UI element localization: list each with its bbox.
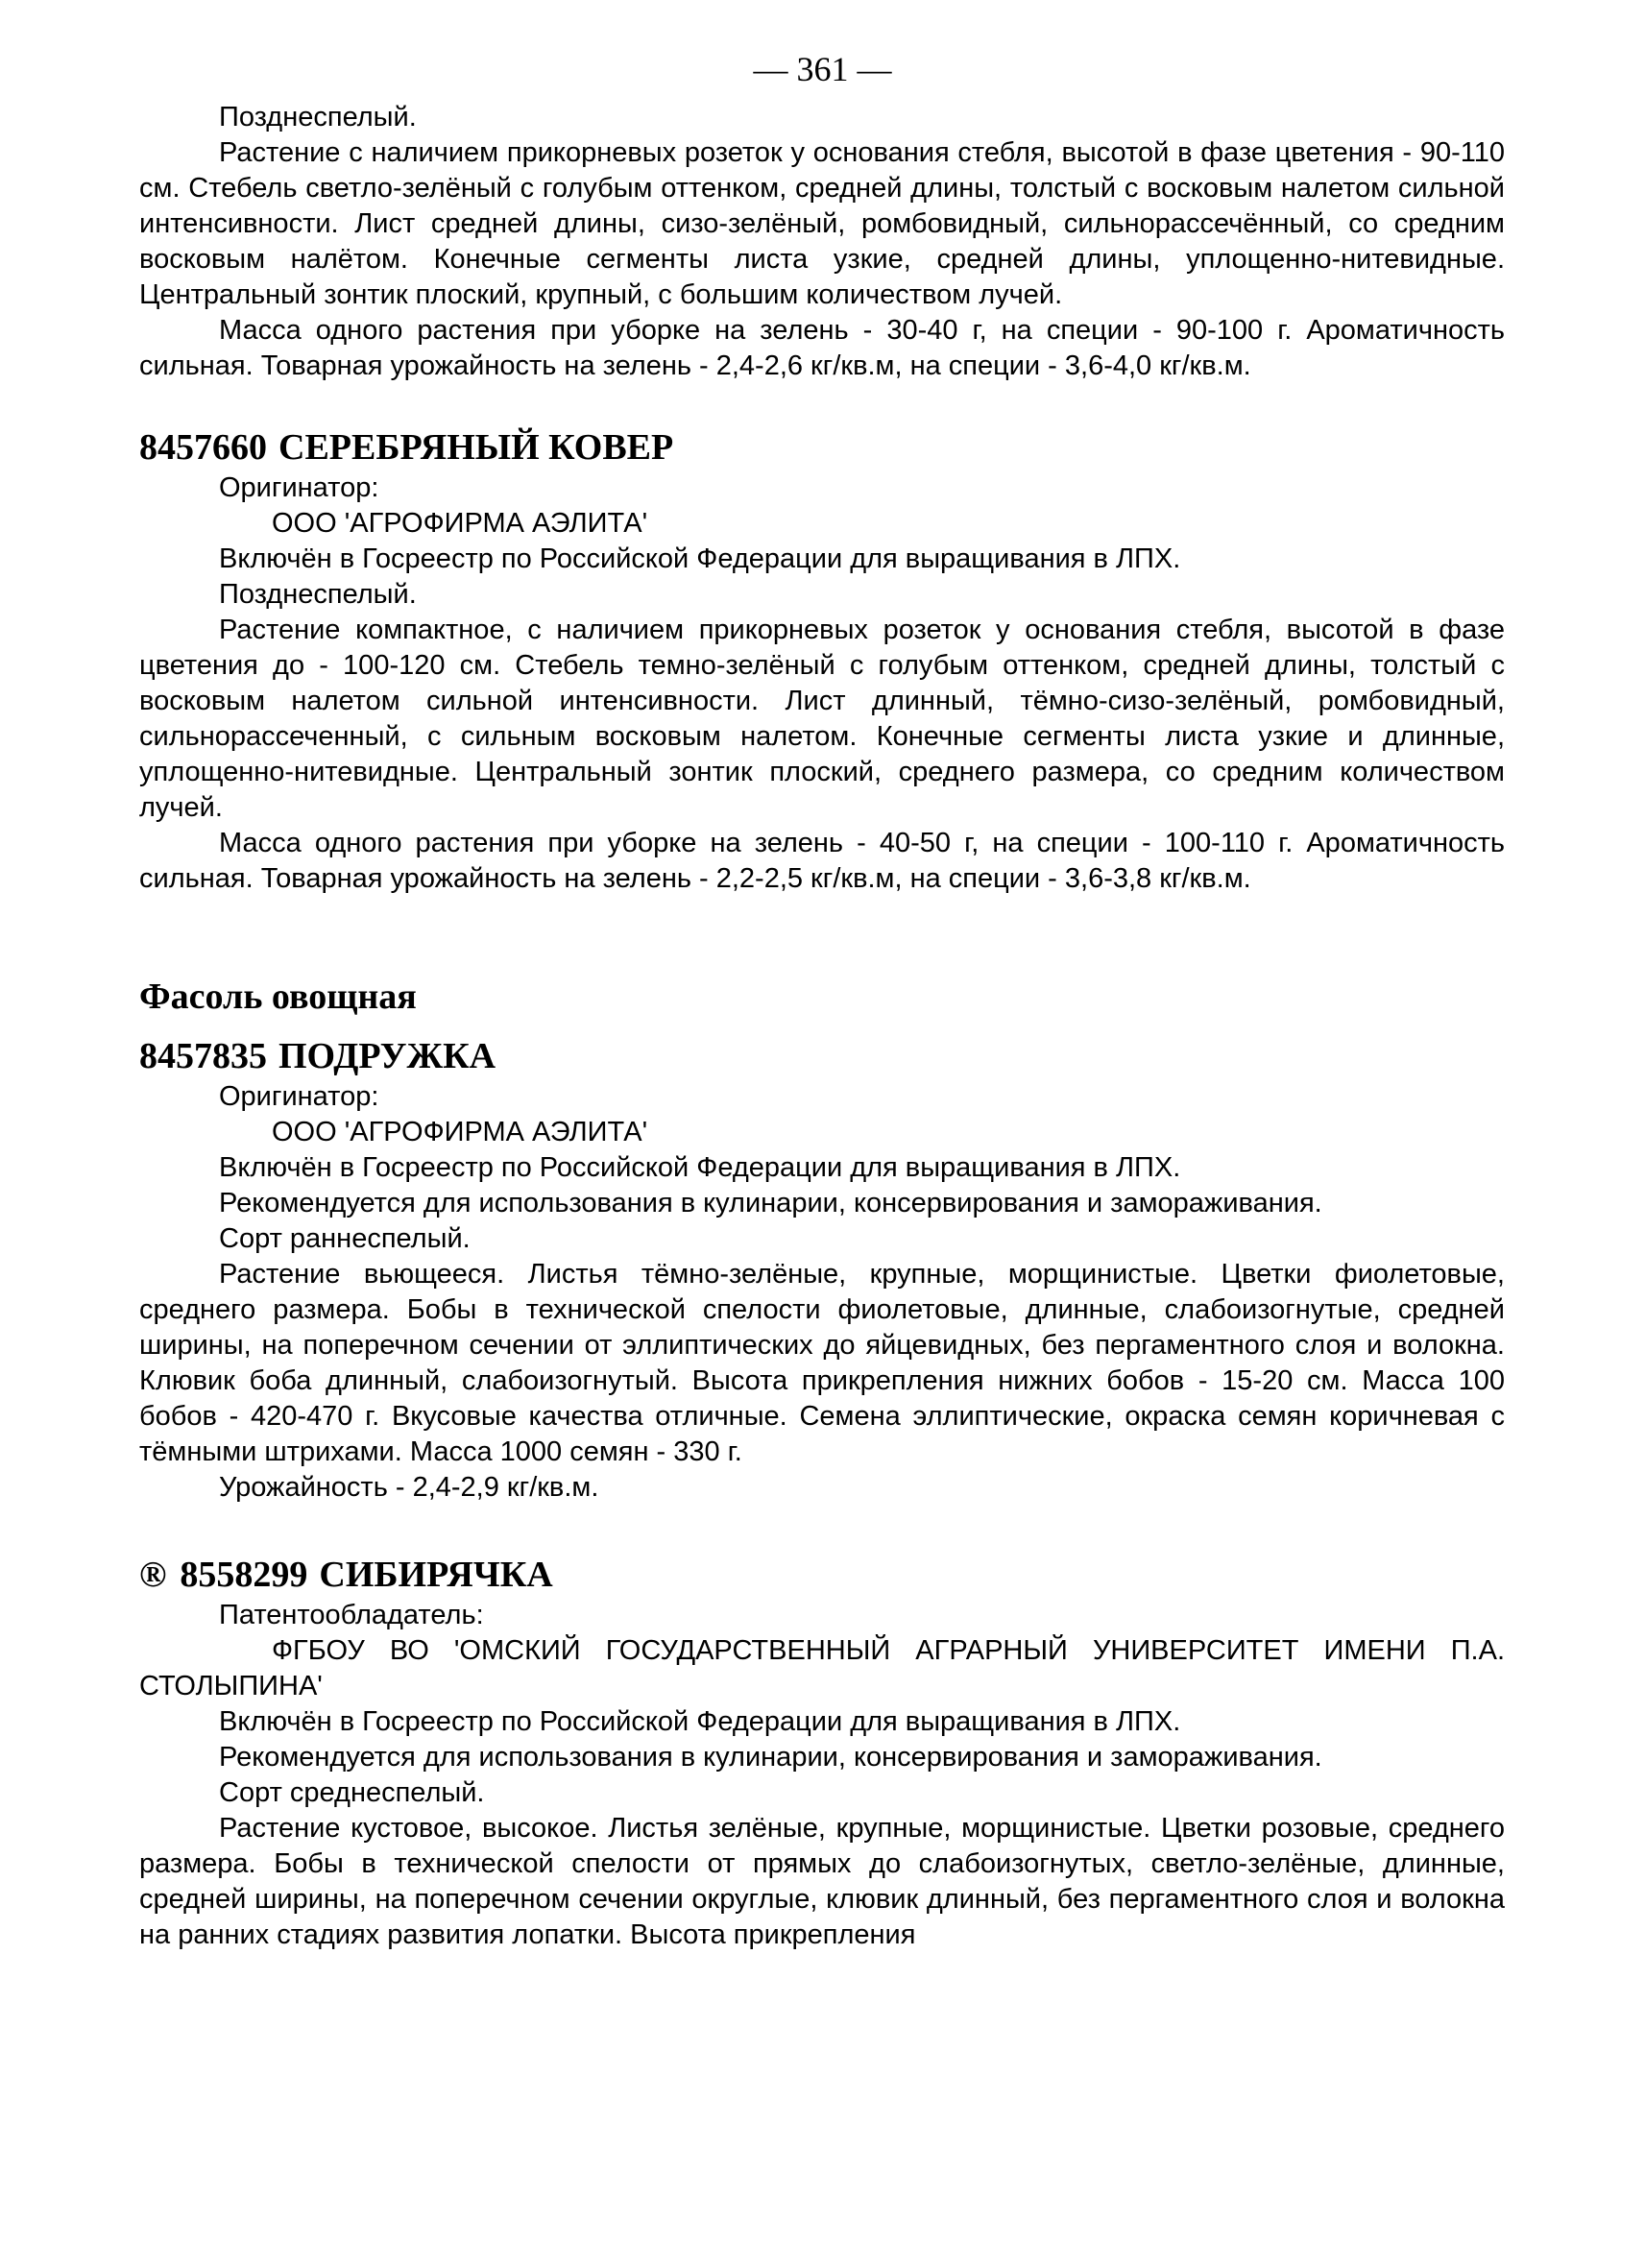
variety-name: ПОДРУЖКА xyxy=(278,1036,496,1076)
variety-heading xyxy=(139,1033,1505,1079)
registered-mark: ® xyxy=(139,1555,167,1595)
variety-name: СЕРЕБРЯНЫЙ КОВЕР xyxy=(278,427,674,468)
originator-name: ООО 'АГРОФИРМА АЭЛИТА' xyxy=(272,508,648,539)
variety-entry xyxy=(139,1552,1505,1953)
originator-label: Оригинатор: xyxy=(219,1081,379,1112)
variety-code: 8558299 xyxy=(180,1555,308,1595)
variety-entry xyxy=(139,424,1505,897)
holder-name: ФГБОУ ВО 'ОМСКИЙ ГОСУДАРСТВЕННЫЙ АГРАРНЫЙ УНИВЕРСИТЕТ ИМЕНИ П.А. СТОЛЫПИНА' xyxy=(139,1635,1505,1701)
page-number: — 361 — xyxy=(753,50,892,88)
page-content xyxy=(139,100,1505,1953)
maturity-text: Позднеспелый. xyxy=(219,579,417,610)
variety-entry xyxy=(139,1033,1505,1506)
maturity-text: Сорт раннеспелый. xyxy=(219,1223,471,1254)
variety-name: СИБИРЯЧКА xyxy=(319,1555,553,1595)
section-title: Фасоль овощная xyxy=(139,977,417,1017)
holder-label: Патентообладатель: xyxy=(219,1600,484,1630)
variety-heading xyxy=(139,1552,1505,1598)
originator-label: Оригинатор: xyxy=(219,472,379,503)
intro-yield: Масса одного растения при уборке на зелень - 30-40 г, на специи - 90-100 г. Ароматичность сильная. Товарная урожайность на зелень - 2,4-2,6 кг/кв.м, на специи - 3,6-4,0 кг/кв.м. xyxy=(139,315,1505,381)
intro-description: Растение с наличием прикорневых розеток у основания стебля, высотой в фазе цветения - 90-110 см. Стебель светло-зелёный с голубым оттенком, средней длины, толстый с восковым налетом сильной интенсивности. Лист средней длины, сизо-зелёный, ромбовидный, сильнорассечённый, со средним восковым налётом. Конечные сегменты листа узкие, средней длины, уплощенно-нитевидные. Центральный зонтик плоский, крупный, с большим количеством лучей. xyxy=(139,137,1505,310)
originator-name: ООО 'АГРОФИРМА АЭЛИТА' xyxy=(272,1117,648,1147)
description-text: Растение компактное, с наличием прикорневых розеток у основания стебля, высотой в фазе цветения до - 100-120 см. Стебель темно-зелёный с голубым оттенком, средней длины, толстый с восковым налетом сильной интенсивности. Лист длинный, тёмно-сизо-зелёный, ромбовидный, сильнорассеченный, с сильным восковым налетом. Конечные сегменты листа узкие и длинные, уплощенно-нитевидные. Центральный зонтик плоский, среднего размера, со средним количеством лучей. xyxy=(139,615,1505,823)
description-text: Растение кустовое, высокое. Листья зелёные, крупные, морщинистые. Цветки розовые, среднего размера. Бобы в технической спелости от прямых до слабоизогнутых, светло-зелёные, длинные, средней ширины, на поперечном сечении округлые, клювик длинный, без пергаментного слоя и волокна на ранних стадиях развития лопатки. Высота прикрепления xyxy=(139,1813,1505,1950)
recommendation-text: Рекомендуется для использования в кулинарии, консервирования и замораживания. xyxy=(219,1188,1322,1218)
yield-text: Масса одного растения при уборке на зелень - 40-50 г, на специи - 100-110 г. Ароматичность сильная. Товарная урожайность на зелень - 2,2-2,5 кг/кв.м, на специи - 3,6-3,8 кг/кв.м. xyxy=(139,828,1505,894)
yield-text: Урожайность - 2,4-2,9 кг/кв.м. xyxy=(219,1472,599,1503)
description-text: Растение вьющееся. Листья тёмно-зелёные, крупные, морщинистые. Цветки фиолетовые, среднего размера. Бобы в технической спелости фиолетовые, длинные, слабоизогнутые, средней ширины, на поперечном сечении от эллиптических до яйцевидных, без пергаментного слоя и волокна. Клювик боба длинный, слабоизогнутый. Высота прикрепления нижних бобов - 15-20 см. Масса 100 бобов - 420-470 г. Вкусовые качества отличные. Семена эллиптические, окраска семян коричневая с тёмными штрихами. Масса 1000 семян - 330 г. xyxy=(139,1259,1505,1467)
registry-text: Включён в Госреестр по Российской Федерации для выращивания в ЛПХ. xyxy=(219,543,1181,574)
intro-maturity: Позднеспелый. xyxy=(219,102,417,133)
variety-heading xyxy=(139,424,1505,470)
maturity-text: Сорт среднеспелый. xyxy=(219,1777,485,1808)
registry-text: Включён в Госреестр по Российской Федерации для выращивания в ЛПХ. xyxy=(219,1706,1181,1737)
intro-block xyxy=(139,100,1505,384)
variety-code: 8457660 xyxy=(139,427,267,468)
variety-code: 8457835 xyxy=(139,1036,267,1076)
registry-text: Включён в Госреестр по Российской Федерации для выращивания в ЛПХ. xyxy=(219,1152,1181,1183)
recommendation-text: Рекомендуется для использования в кулинарии, консервирования и замораживания. xyxy=(219,1742,1322,1773)
